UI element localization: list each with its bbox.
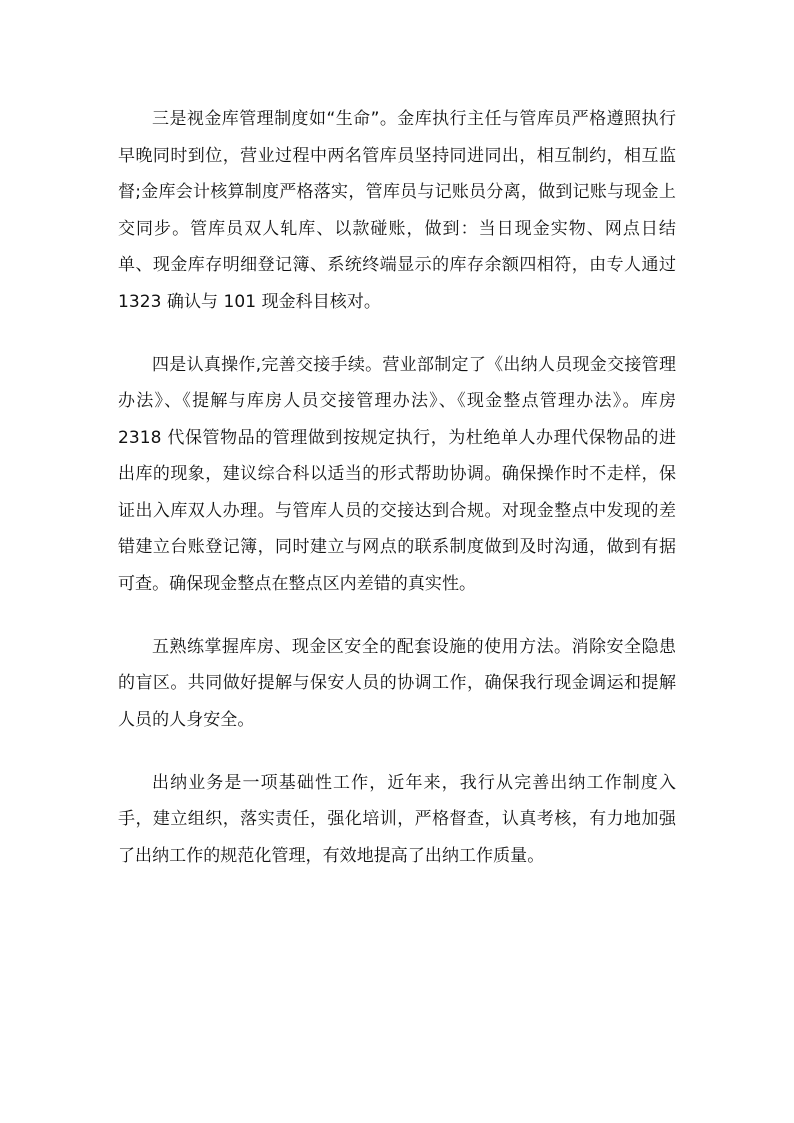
paragraph-handover-procedures: 四是认真操作,完善交接手续。营业部制定了《出纳人员现金交接管理办法》、《提解与库房人员交接管理办法》、《现金整点管理办法》。库房 2318 代保管物品的管理做到按规定执行，为杜绝单人办理代保物品的进出库的现象，建议综合科以适当的形式帮助协调。确保操作时不走样，保证出入库双人办理。与管库人员的交接达到合规。对现金整点中发现的差错建立台账登记簿，同时建立与网点的联系制度做到及时沟通，做到有据可查。确保现金整点在整点区内差错的真实性。 xyxy=(118,354,676,594)
paragraph-vault-management: 三是视金库管理制度如“生命”。金库执行主任与管库员严格遵照执行早晚同时到位，营业过程中两名管库员坚持同进同出，相互制约，相互监督;金库会计核算制度严格落实，管库员与记账员分离，做到记账与现金上交同步。管库员双人轧库、以款碰账，做到：当日现金实物、网点日结单、现金库存明细登记簿、系统终端显示的库存余额四相符，由专人通过 1323 确认与 101 现金科目核对。 xyxy=(118,109,676,312)
paragraph-conclusion: 出纳业务是一项基础性工作，近年来，我行从完善出纳工作制度入手，建立组织，落实责任，强化培训，严格督查，认真考核，有力地加强了出纳工作的规范化管理，有效地提高了出纳工作质量。 xyxy=(118,772,676,866)
document-page xyxy=(118,101,676,901)
paragraph-security-facilities: 五熟练掌握库房、现金区安全的配套设施的使用方法。消除安全隐患的盲区。共同做好提解与保安人员的协调工作，确保我行现金调运和提解人员的人身安全。 xyxy=(118,636,676,730)
